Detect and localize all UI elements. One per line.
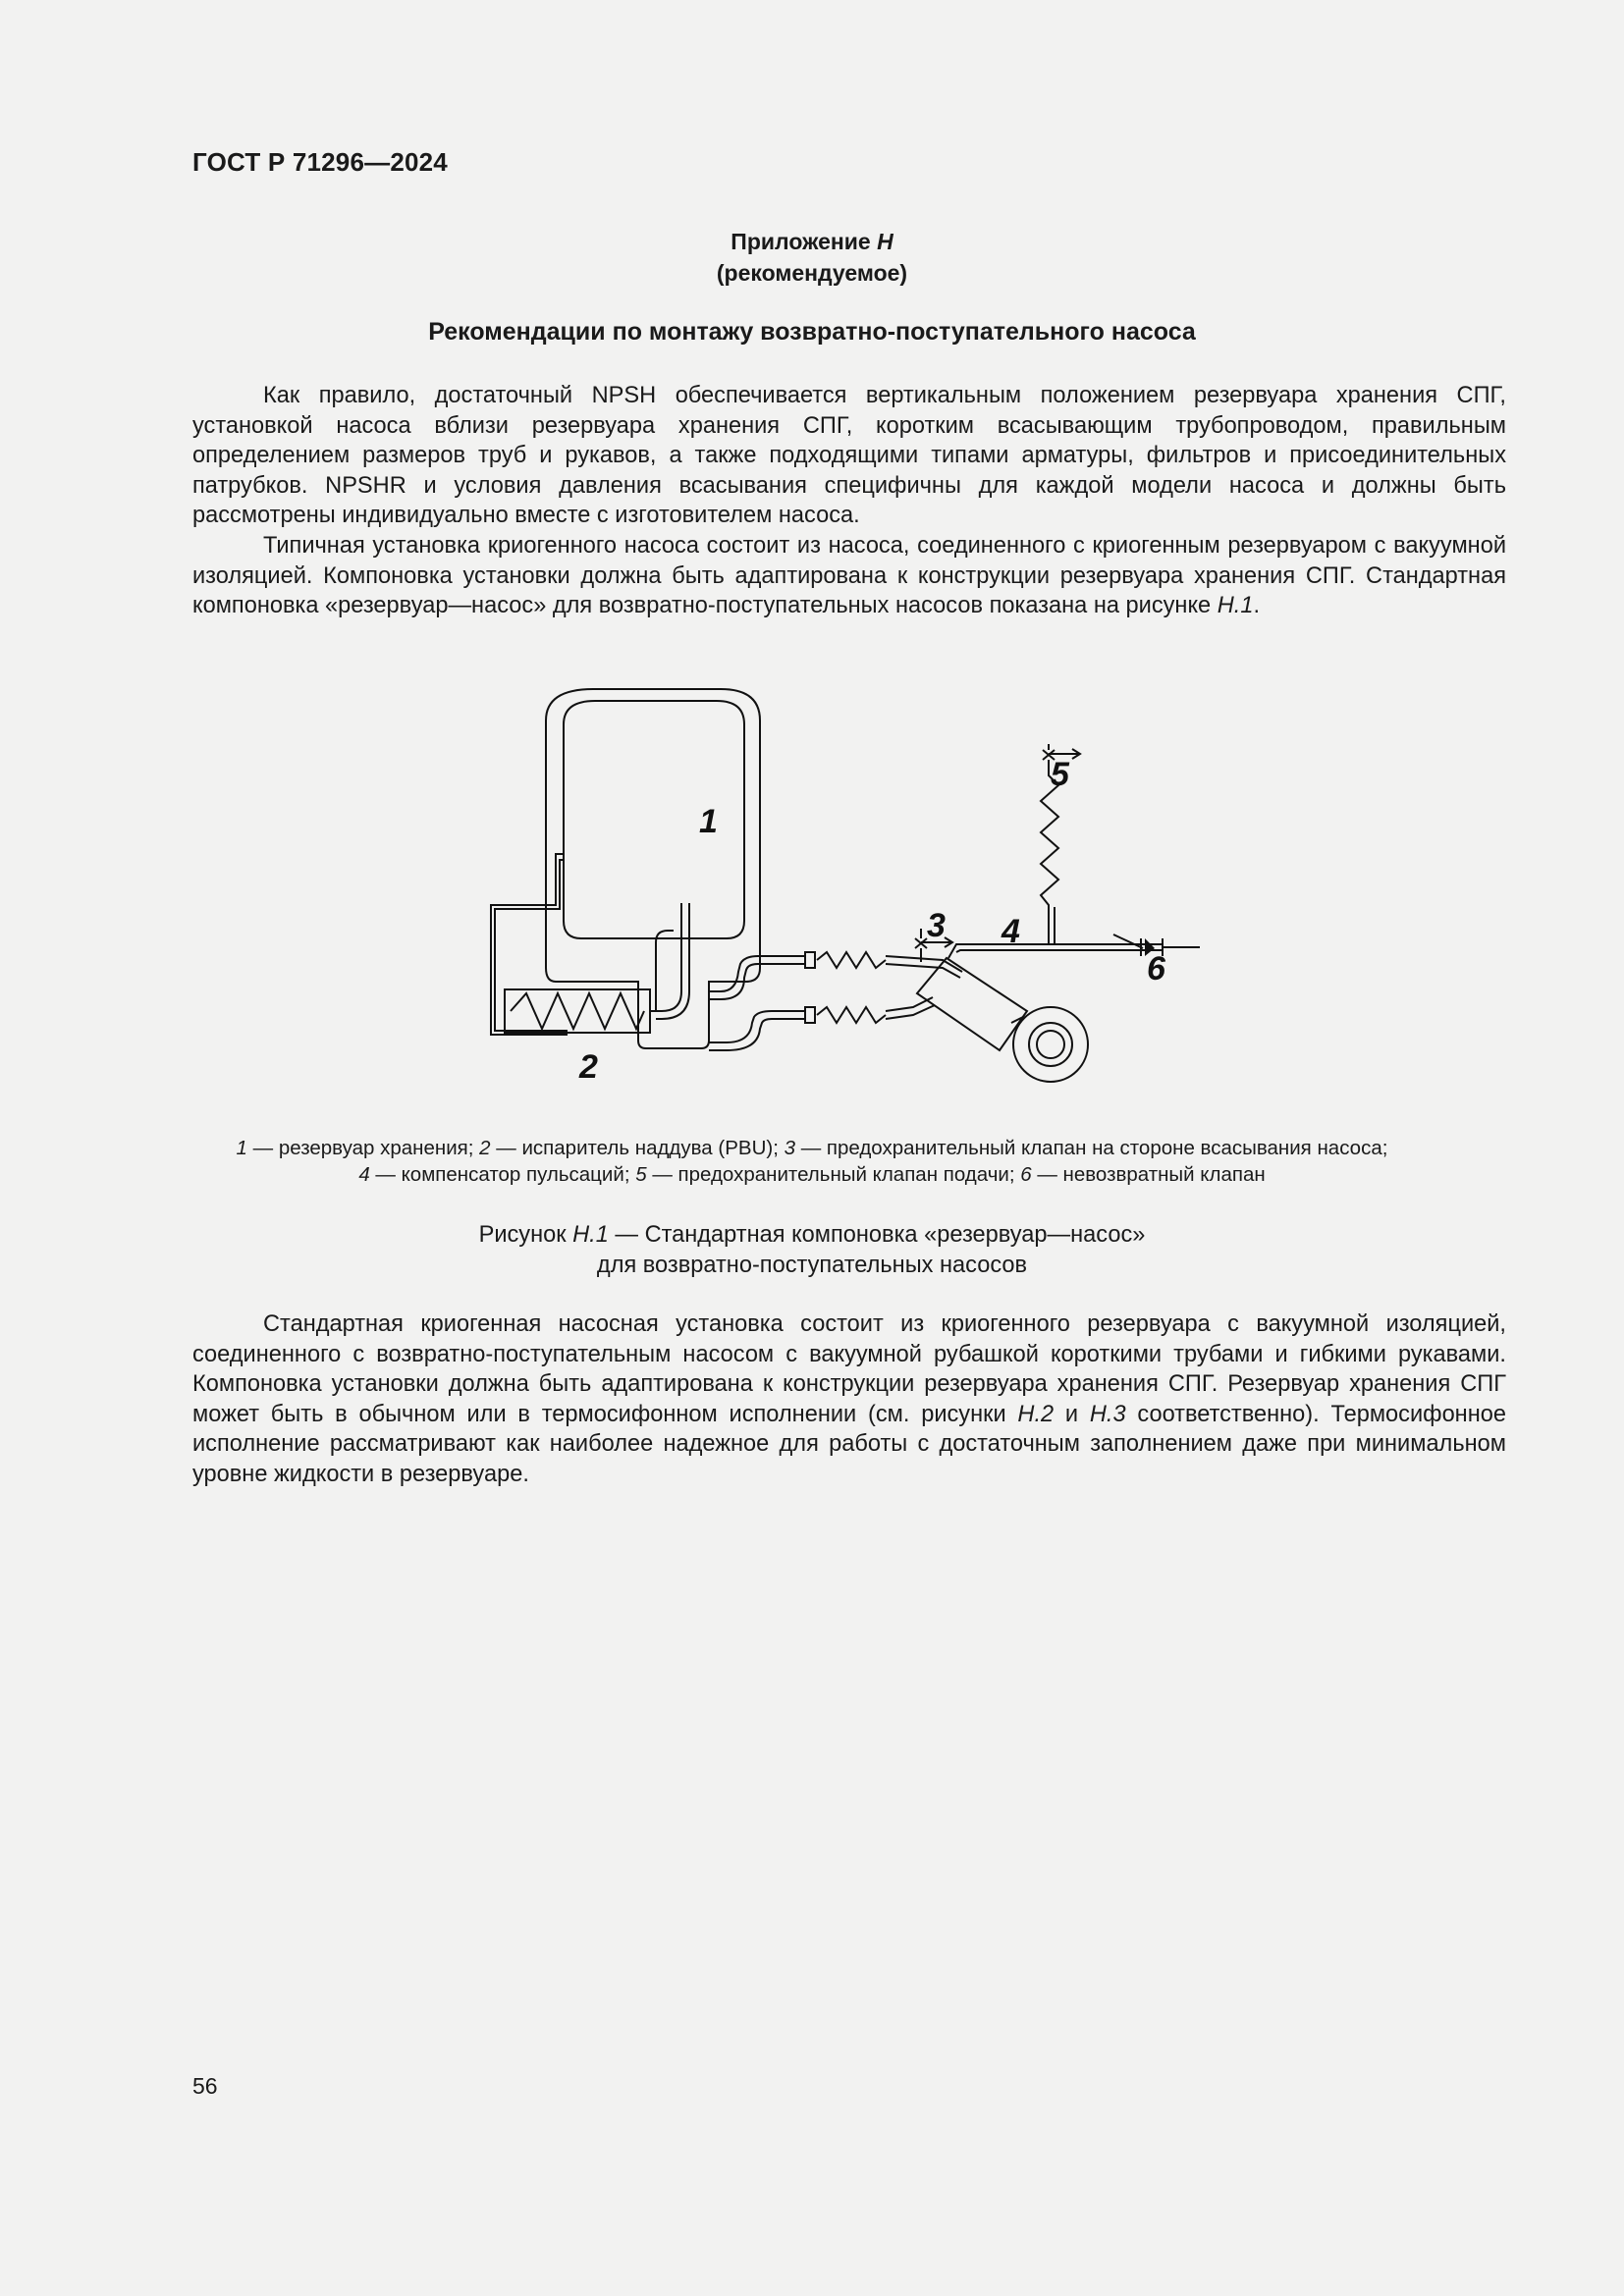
legend-num: 2 bbox=[479, 1137, 491, 1159]
closing-text bbox=[192, 1309, 1506, 1490]
legend-text: — невозвратный клапан bbox=[1031, 1163, 1266, 1186]
figure-caption bbox=[0, 1220, 1624, 1281]
pulsation-dampener bbox=[1041, 768, 1058, 944]
paragraph-2 bbox=[192, 531, 1506, 621]
intro-text bbox=[192, 381, 1506, 621]
figure-label-4: 4 bbox=[1001, 913, 1020, 950]
caption-number: Н.1 bbox=[572, 1222, 609, 1248]
document-code: ГОСТ Р 71296—2024 bbox=[192, 147, 448, 177]
figure-reference: Н.2 bbox=[1017, 1401, 1055, 1427]
legend-text: — испаритель наддува (PBU); bbox=[490, 1137, 785, 1159]
pump-tank-diagram bbox=[481, 677, 1227, 1099]
legend-num: 5 bbox=[635, 1163, 647, 1186]
figure-label-3: 3 bbox=[927, 907, 946, 944]
caption-line-1 bbox=[0, 1220, 1624, 1251]
upper-flex-hose bbox=[817, 952, 886, 968]
legend-text: — предохранительный клапан на стороне всасывания насоса; bbox=[795, 1137, 1388, 1159]
paragraph-3 bbox=[192, 1309, 1506, 1490]
page-number: 56 bbox=[192, 2073, 218, 2099]
figure-reference: Н.1 bbox=[1217, 593, 1254, 619]
figure-reference: Н.3 bbox=[1089, 1401, 1126, 1427]
appendix-label bbox=[0, 226, 1624, 257]
appendix-prefix: Приложение bbox=[731, 229, 878, 254]
legend-line-2 bbox=[0, 1161, 1624, 1188]
legend-num: 3 bbox=[784, 1137, 795, 1159]
legend-num: 6 bbox=[1020, 1163, 1032, 1186]
appendix-type: (рекомендуемое) bbox=[716, 260, 908, 286]
pbu-coil bbox=[511, 993, 644, 1029]
figure-label-5: 5 bbox=[1051, 756, 1069, 793]
legend-num: 4 bbox=[358, 1163, 370, 1186]
pump-motor-outer bbox=[1013, 1007, 1088, 1082]
paragraph-3-part-3: соответственно). Термосифонное исполнение рассматривают как наиболее надежное для работы с достаточным заполнением даже при минимальном уровне жидкости в резервуаре. bbox=[192, 1401, 1506, 1487]
paragraph-2-text: Типичная установка криогенного насоса состоит из насоса, соединенного с криогенным резервуаром с вакуумной изоляцией. Компоновка установки должна быть адаптирована к конструкции резервуара хранения СПГ. Стандартная компоновка «резервуар—насос» для возвратно-поступательных насосов показана на рисунке bbox=[192, 532, 1506, 619]
caption-line-2: для возвратно-поступательных насосов bbox=[596, 1253, 1028, 1278]
legend-text: — предохранительный клапан подачи; bbox=[646, 1163, 1021, 1186]
paragraph-3-part-2: и bbox=[1054, 1401, 1090, 1427]
legend-num: 1 bbox=[236, 1137, 247, 1159]
paragraph-1: Как правило, достаточный NPSH обеспечивается вертикальным положением резервуара хранения СПГ, установкой насоса вблизи резервуара хранения СПГ, коротким всасывающим трубопроводом, правильным определением размеров труб и рукавов, а также подходящими типами арматуры, фильтров и присоединительных патрубков. NPSHR и условия давления всасывания специфичны для каждой модели насоса и должны быть рассмотрены индивидуально вместе с изготовителем насоса. bbox=[192, 383, 1506, 529]
tank-outer-shell bbox=[546, 689, 760, 1048]
caption-prefix: Рисунок bbox=[478, 1222, 573, 1248]
paragraph-2-end: . bbox=[1253, 593, 1260, 619]
paragraph-3-part-1: Стандартная криогенная насосная установка состоит из криогенного резервуара с вакуумной изоляцией, соединенного с возвратно-поступательным насосом с вакуумной рубашкой короткими трубами и гибкими рукавами. Компоновка установки должна быть адаптирована к конструкции резервуара хранения СПГ. Резервуар хранения СПГ может быть в обычном или в термосифонном исполнении (см. рисунки bbox=[192, 1311, 1506, 1427]
appendix-letter: Н bbox=[877, 229, 893, 254]
pump-motor-inner bbox=[1029, 1023, 1072, 1066]
lower-flex-hose bbox=[817, 1007, 886, 1023]
figure-label-2: 2 bbox=[579, 1048, 598, 1086]
legend-text: — компенсатор пульсаций; bbox=[369, 1163, 636, 1186]
section-title: Рекомендации по монтажу возвратно-поступательного насоса bbox=[428, 318, 1196, 346]
figure-h1-diagram bbox=[481, 677, 1227, 1099]
caption-text: — Стандартная компоновка «резервуар—насос» bbox=[608, 1222, 1146, 1248]
pump-body bbox=[917, 958, 1027, 1050]
legend-line-1 bbox=[0, 1135, 1624, 1161]
appendix-heading bbox=[0, 226, 1624, 289]
figure-legend bbox=[0, 1135, 1624, 1188]
figure-label-6: 6 bbox=[1147, 950, 1165, 988]
legend-text: — резервуар хранения; bbox=[246, 1137, 480, 1159]
figure-label-1: 1 bbox=[699, 803, 718, 840]
